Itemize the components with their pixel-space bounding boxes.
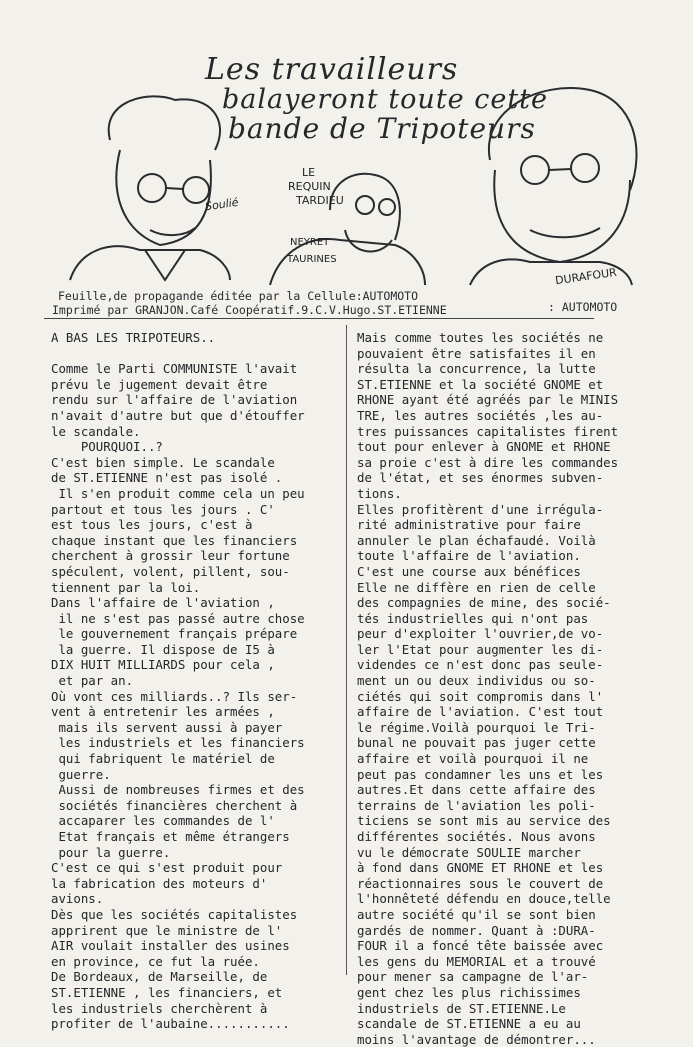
text-line: C'est bien simple. Le scandale	[51, 454, 275, 470]
text-line: la fabrication des moteurs d'	[51, 875, 268, 891]
durafour-figure	[470, 88, 637, 288]
text-line: Aussi de nombreuses firmes et des	[51, 782, 305, 798]
text-line: ST.ETIENNE et la société GNOME et	[357, 376, 604, 392]
caricature-illustration	[0, 0, 693, 300]
text-line: bunal ne pouvait pas juger cette	[357, 735, 596, 751]
text-line: le scandale.	[51, 423, 141, 439]
text-line: cherchent à grossir leur fortune	[51, 548, 290, 564]
text-line: apprirent que le ministre de l'	[51, 922, 283, 938]
text-line: affaire et voilà pourquoi il ne	[357, 751, 589, 767]
text-line: A BAS LES TRIPOTEURS..	[51, 330, 216, 345]
text-line: pour mener sa campagne de l'ar-	[357, 969, 589, 985]
text-line: la guerre. Il dispose de I5 à	[51, 641, 275, 657]
text-line: accaparer les commandes de l'	[51, 813, 275, 829]
text-line: POURQUOI..?	[51, 439, 163, 455]
text-line: moins l'avantage de démontrer...	[357, 1031, 596, 1047]
text-line: C'est une course aux bénéfices	[357, 563, 581, 579]
text-line: rité administrative pour faire	[357, 517, 581, 533]
text-line: Elle ne diffère en rien de celle	[357, 579, 596, 595]
text-line: sociétés financières cherchent à	[51, 797, 298, 813]
text-line: annuler le plan échafaudé. Voilà	[357, 532, 596, 548]
text-line: guerre.	[51, 766, 111, 782]
text-line: il ne s'est pas passé autre chose	[51, 610, 305, 626]
text-line: rendu sur l'affaire de l'aviation	[51, 392, 298, 408]
text-line: peur d'exploiter l'ouvrier,de vo-	[357, 626, 604, 642]
text-line: terrains de l'aviation les poli-	[357, 797, 596, 813]
text-line: les industriels cherchèrent à	[51, 1000, 268, 1016]
text-line: le régime.Voilà pourquoi le Tri-	[357, 719, 596, 735]
text-line: peut pas condamner les uns et les	[357, 766, 604, 782]
text-line: ST.ETIENNE , les financiers, et	[51, 984, 283, 1000]
text-line: des compagnies de mine, des socié-	[357, 595, 611, 611]
text-line: sa proie c'est à dire les commandes	[357, 454, 619, 470]
text-line: Comme le Parti COMMUNISTE l'avait	[51, 361, 298, 377]
text-line: Dès que les sociétés capitalistes	[51, 906, 298, 922]
text-line: DIX HUIT MILLIARDS pour cela ,	[51, 657, 275, 673]
text-line: C'est ce qui s'est produit pour	[51, 860, 283, 876]
text-line: tés industrielles qui n'ont pas	[357, 610, 589, 626]
text-line: pour la guerre.	[51, 844, 171, 860]
caption-durafour: DURAFOUR	[554, 265, 618, 288]
text-line: à fond dans GNOME ET RHONE et les	[357, 860, 604, 876]
text-line: mais ils servent aussi à payer	[51, 719, 283, 735]
caption-soulie: Soulié	[204, 195, 240, 214]
text-line: industriels de ST.ETIENNE.Le	[357, 1000, 566, 1016]
caption-requin: REQUIN	[288, 180, 331, 193]
soulie-figure	[70, 96, 230, 280]
text-line: vent à entretenir les armées ,	[51, 704, 275, 720]
text-line: tout pour enlever à GNOME et RHONE	[357, 439, 611, 455]
text-line: gardés de nommer. Quant à :DURA-	[357, 922, 596, 938]
column-divider	[346, 325, 347, 975]
text-line: tions.	[357, 485, 402, 501]
text-line: gent chez les plus richissimes	[357, 984, 581, 1000]
text-line: les gens du MEMORIAL et a trouvé	[357, 953, 596, 969]
printer-line: Imprimé par GRANJON.Café Coopératif.9.C.V.Hugo.ST.ETIENNE	[52, 303, 447, 317]
text-line: FOUR il a foncé tête baissée avec	[357, 938, 604, 954]
text-line: qui fabriquent le matériel de	[51, 751, 275, 767]
text-line: ment un ou deux individus ou so-	[357, 673, 596, 689]
header-rule	[44, 318, 594, 319]
text-line: De Bordeaux, de Marseille, de	[51, 969, 268, 985]
text-line: de l'état, et ses énormes subven-	[357, 470, 604, 486]
caption-neyret: NEYRET	[290, 237, 330, 248]
right-column-text	[357, 330, 618, 1047]
caption-le: LE	[302, 166, 316, 179]
caption-taurines: TAURINES	[287, 254, 337, 265]
text-line: Dans l'affaire de l'aviation ,	[51, 595, 275, 611]
text-line: réactionnaires sous le couvert de	[357, 875, 604, 891]
text-line: n'avait d'autre but que d'étouffer	[51, 407, 305, 423]
text-line: affaire de l'aviation. C'est tout	[357, 704, 604, 720]
text-line: vu le démocrate SOULIE marcher	[357, 844, 581, 860]
text-line: Elles profitèrent d'une irrégula-	[357, 501, 604, 517]
text-line: tiennent par la loi.	[51, 579, 201, 595]
text-line: ticiens se sont mis au service des	[357, 813, 611, 829]
text-line: profiter de l'aubaine...........	[51, 1016, 290, 1032]
text-line: et par an.	[51, 673, 134, 689]
text-line: videndes ce n'est donc pas seule-	[357, 657, 604, 673]
text-line: RHONE ayant été agréés par le MINIS	[357, 392, 619, 408]
text-line: Où vont ces milliards..? Ils ser-	[51, 688, 298, 704]
text-line: le gouvernement français prépare	[51, 626, 298, 642]
text-line: partout et tous les jours . C'	[51, 501, 275, 517]
text-line: autre société qu'il se sont bien	[357, 906, 596, 922]
text-line: toute l'affaire de l'aviation.	[357, 548, 581, 564]
left-column-text	[51, 330, 305, 1032]
text-line: AIR voulait installer des usines	[51, 938, 290, 954]
caption-tardieu: TARDIEU	[296, 194, 344, 207]
title-line-1: Les travailleurs	[205, 52, 459, 87]
title-line-2: balayeront toute cette	[222, 84, 549, 115]
text-line: ciétés qui soit compromis dans l'	[357, 688, 604, 704]
text-line: spéculent, volent, pillent, sou-	[51, 563, 290, 579]
publisher-line: Feuille,de propagande éditée par la Cellule:AUTOMOTO	[58, 289, 419, 303]
text-line: l'honnêteté défendu en douce,telle	[357, 891, 611, 907]
text-line: est tous les jours, c'est à	[51, 517, 253, 533]
text-line: chaque instant que les financiers	[51, 532, 298, 548]
text-line: différentes sociétés. Nous avons	[357, 829, 596, 844]
text-line: de ST.ETIENNE n'est pas isolé .	[51, 470, 283, 486]
text-line: Etat français et même étrangers	[51, 829, 290, 844]
text-line: tres puissances capitalistes firent	[357, 423, 619, 439]
text-line	[51, 346, 305, 362]
cell-name: : AUTOMOTO	[548, 300, 618, 314]
text-line: ler l'Etat pour augmenter les di-	[357, 641, 604, 657]
text-line: prévu le jugement devait être	[51, 376, 268, 392]
text-line: résulta la concurrence, la lutte	[357, 361, 596, 377]
text-line: Il s'en produit comme cela un peu	[51, 485, 305, 501]
text-line: les industriels et les financiers	[51, 735, 305, 751]
text-line: avions.	[51, 891, 104, 907]
text-line: TRE, les autres sociétés ,les au-	[357, 407, 604, 423]
text-line: en province, ce fut la ruée.	[51, 953, 260, 969]
text-line: autres.Et dans cette affaire des	[357, 782, 596, 798]
text-line: scandale de ST.ETIENNE a eu au	[357, 1016, 581, 1032]
text-line: Mais comme toutes les sociétés ne	[357, 330, 604, 345]
title-line-3: bande de Tripoteurs	[228, 112, 536, 145]
text-line: pouvaient être satisfaites il en	[357, 345, 596, 361]
